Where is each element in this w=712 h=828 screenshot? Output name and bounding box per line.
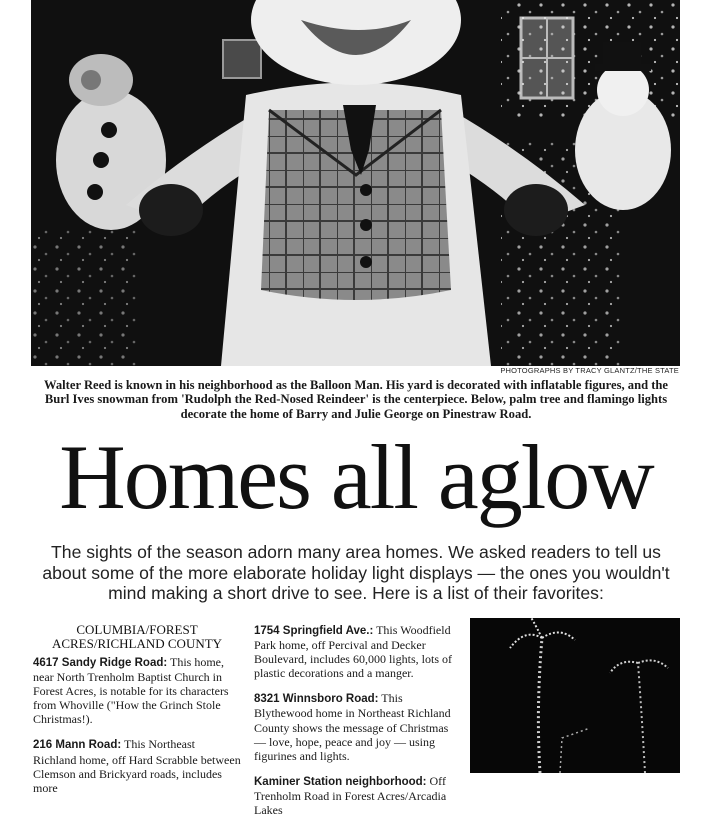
photo-credit: PHOTOGRAPHS BY TRACY GLANTZ/THE STATE <box>500 366 679 375</box>
column-2 <box>254 623 462 828</box>
entry-text: This Woodfield Park home, off Percival and Decker Boulevard, includes 60,000 lights, lots of plastic decorations and a manger. <box>254 623 452 681</box>
entry-text: This Northeast Richland home, off Hard Scrabble between Clemson and Brickyard roads, includes more <box>33 737 241 795</box>
photo-caption: Walter Reed is known in his neighborhood as the Balloon Man. His yard is decorated with inflatable figures, and the Burl Ives snowman from 'Rudolph the Red-Nosed Reindeer' is the centerpiece. Below, palm tree and flamingo lights decorate the home of Barry and Julie George on Pinestraw Road. <box>43 378 669 421</box>
entry-text: Off Trenholm Road in Forest Acres/Arcadia Lakes <box>254 773 447 818</box>
top-photo <box>31 0 680 366</box>
section-head: COLUMBIA/FOREST ACRES/RICHLAND COUNTY <box>51 622 223 651</box>
snowman-display-image <box>31 0 680 366</box>
entry-text: This home, near North Trenholm Baptist Church in Forest Acres, is notable for its characters from Whoville ("How the Grinch Stole Christmas!). <box>33 655 229 727</box>
list-item <box>33 737 241 794</box>
entry-address: 216 Mann Road: <box>33 739 122 752</box>
column-1 <box>33 623 241 806</box>
entry-address: 4617 Sandy Ridge Road: <box>33 657 168 669</box>
entry-text: This Blythewood home in Northeast Richland County shows the message of Christmas — love, hope, peace and joy — using figurines and lights. <box>254 691 451 763</box>
deck-text: The sights of the season adorn many area homes. We asked readers to tell us about some of the more elaborate holiday light displays — the ones you wouldn't mind making a short drive to see. Here is a list of their favorites: <box>42 542 670 603</box>
list-item <box>254 623 462 680</box>
entry-address: Kaminer Station neighborhood: <box>254 775 427 788</box>
bottom-photo <box>470 618 680 773</box>
entry-address: 8321 Winnsboro Road: <box>254 693 379 706</box>
list-item <box>254 691 462 762</box>
list-item <box>33 655 241 726</box>
list-item <box>254 774 462 817</box>
headline: Homes all aglow <box>59 426 653 528</box>
palm-lights-image <box>470 618 680 773</box>
entry-address: 1754 Springfield Ave.: <box>254 625 374 637</box>
